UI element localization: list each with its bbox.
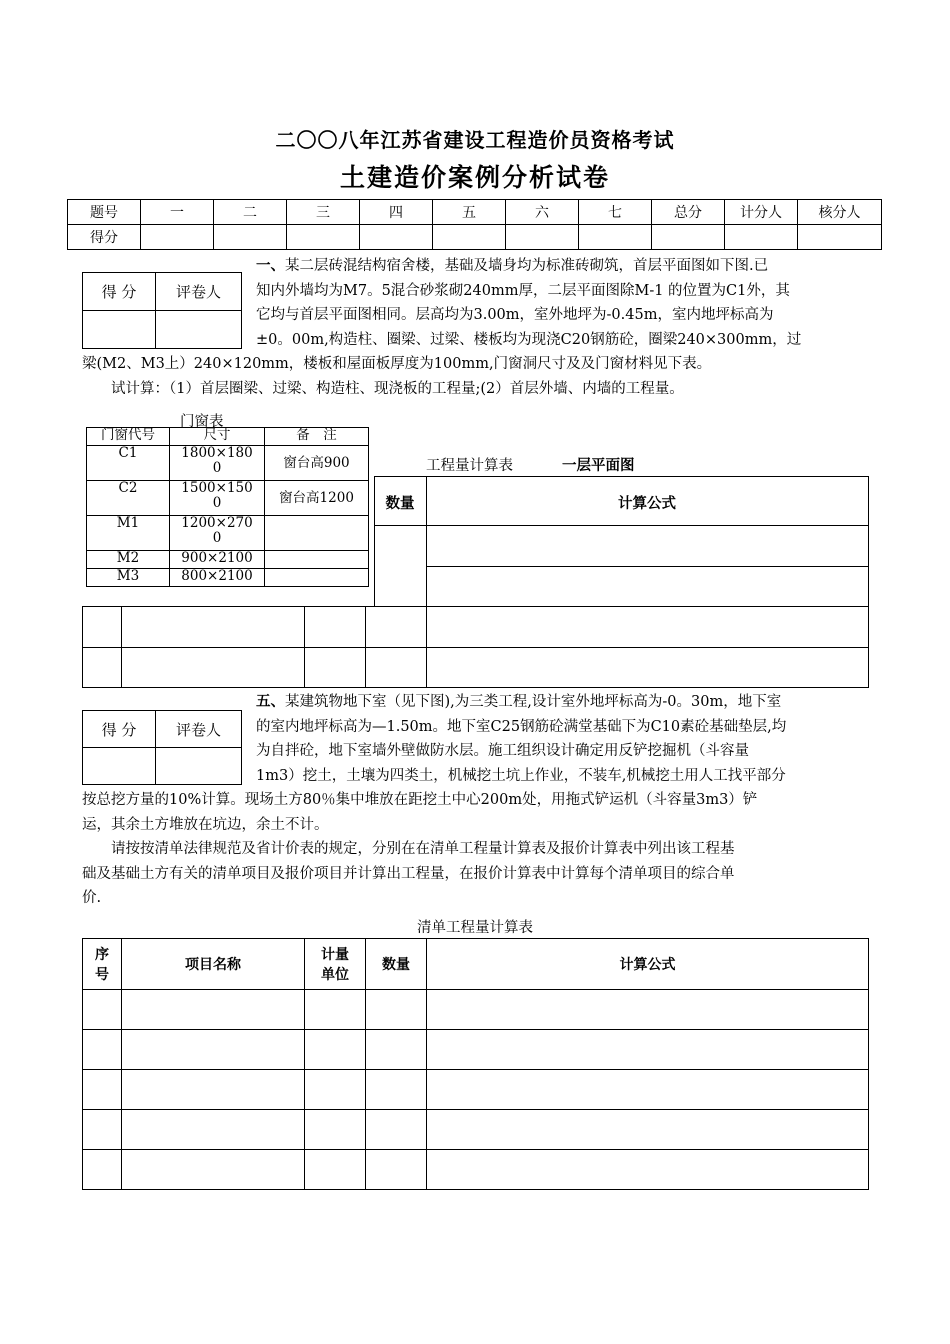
calc-table-1-upper [374, 476, 869, 606]
question-5-line: 按总挖方量的10%计算。现场土方80％集中堆放在距挖土中心200m处，用拖式铲运机（斗容量3m3）铲 [82, 792, 758, 808]
table-cell[interactable] [122, 990, 305, 1030]
table-cell[interactable] [305, 1150, 366, 1190]
score-header-cell: 五 [433, 200, 506, 225]
bill-col-name: 项目名称 [122, 939, 305, 990]
table-cell[interactable] [83, 1070, 122, 1110]
question-5-line: 为自拌砼，地下室墙外壁做防水层。施工组织设计确定用反铲挖掘机（斗容量 [256, 743, 749, 759]
table-cell[interactable] [427, 1070, 869, 1110]
bill-header-row [83, 939, 869, 990]
score-cell[interactable] [287, 225, 360, 250]
score-header-cell: 一 [141, 200, 214, 225]
table-cell[interactable] [366, 990, 427, 1030]
question-1-line: 它均与首层平面图相同。层高均为3.00m，室外地坪为-0.45m，室内地坪标高为 [256, 307, 774, 323]
door-size: 1500×150 [181, 480, 253, 496]
question-1-continued [82, 352, 872, 401]
door-header-note: 备 注 [265, 428, 369, 446]
question-1-line: ±0。00m,构造柱、圈梁、过梁、楼板均为现浇C20钢筋砼，圈梁240×300mm，过 [256, 331, 802, 348]
door-size: 900×2100 [170, 551, 265, 569]
question-5-number: 五、 [256, 694, 285, 710]
question-5-ask: 价. [82, 890, 102, 906]
question-5-ask: 请按按清单法律规范及省计价表的规定，分别在在清单工程量计算表及报价计算表中列出该工程基 [111, 841, 735, 857]
door-size: 1800×180 [181, 445, 253, 461]
score-header-cell: 二 [214, 200, 287, 225]
exam-title: 二〇〇八年江苏省建设工程造价员资格考试 [275, 128, 675, 152]
score-cell[interactable] [141, 225, 214, 250]
door-note [265, 551, 369, 569]
score-header-cell: 七 [579, 200, 652, 225]
table-cell[interactable] [305, 990, 366, 1030]
door-size-wrap: 0 [212, 530, 222, 546]
door-size-wrap: 0 [212, 495, 222, 511]
table-cell[interactable] [83, 1150, 122, 1190]
bill-col-qty: 数量 [366, 939, 427, 990]
question-1-stem [256, 254, 860, 352]
score-cell[interactable] [798, 225, 882, 250]
door-row [87, 569, 369, 587]
table-cell[interactable] [305, 1070, 366, 1110]
door-note [265, 516, 369, 551]
door-code: M2 [87, 551, 170, 569]
table-row [83, 1110, 869, 1150]
score-header-cell: 三 [287, 200, 360, 225]
bill-col-formula: 计算公式 [427, 939, 869, 990]
table-cell[interactable] [122, 1030, 305, 1070]
table-cell[interactable] [305, 1030, 366, 1070]
door-row [87, 446, 369, 481]
grader-box-2 [82, 710, 242, 785]
door-note: 窗台高900 [265, 446, 369, 481]
table-cell[interactable] [427, 1110, 869, 1150]
bill-col-no: 序 号 [83, 939, 122, 990]
door-size: 1200×270 [181, 515, 253, 531]
score-header-row [68, 200, 882, 225]
grader-reviewer-label: 评卷人 [156, 711, 242, 748]
door-note: 窗台高1200 [265, 481, 369, 516]
calc-table-2-caption: 清单工程量计算表 [417, 920, 533, 936]
score-table [67, 199, 882, 250]
grader-box-1 [82, 272, 242, 349]
score-cell[interactable] [652, 225, 725, 250]
question-1-line: 某二层砖混结构宿舍楼，基础及墙身均为标准砖砌筑，首层平面图如下图.已 [285, 258, 769, 274]
table-cell[interactable] [83, 1110, 122, 1150]
table-cell[interactable] [122, 1150, 305, 1190]
table-cell[interactable] [427, 1030, 869, 1070]
score-header-cell: 计分人 [725, 200, 798, 225]
score-header-cell: 核分人 [798, 200, 882, 225]
question-1-number: 一、 [256, 258, 285, 274]
door-code: C2 [87, 481, 170, 516]
grader-score-label: 得 分 [83, 711, 156, 748]
door-row [87, 516, 369, 551]
door-row [87, 481, 369, 516]
table-row [83, 1150, 869, 1190]
score-cell[interactable] [433, 225, 506, 250]
table-cell[interactable] [366, 1070, 427, 1110]
table-cell[interactable] [427, 990, 869, 1030]
door-size: 800×2100 [170, 569, 265, 587]
question-5-line: 运，其余土方堆放在坑边，余土不计。 [82, 816, 329, 833]
grader-reviewer-cell[interactable] [156, 748, 242, 785]
table-cell[interactable] [122, 1070, 305, 1110]
table-row [83, 1070, 869, 1110]
table-row [83, 1030, 869, 1070]
table-cell[interactable] [366, 1030, 427, 1070]
question-1-line: 知内外墙均为M7。5混合砂浆砌240mm厚，二层平面图除M-1 的位置为C1外，其 [256, 282, 790, 299]
score-row-label: 得分 [68, 225, 141, 250]
question-5-line: 的室内地坪标高为—1.50m。地下室C25钢筋砼满堂基础下为C10素砼基础垫层,均 [256, 718, 787, 735]
score-cell[interactable] [214, 225, 287, 250]
floor-plan-label: 一层平面图 [562, 458, 635, 474]
question-1-line: 梁(M2、M3上）240×120mm，楼板和屋面板厚度为100mm,门窗洞尺寸及及门窗材料见下表。 [82, 356, 712, 372]
bill-quantity-table [82, 938, 869, 1190]
table-cell[interactable] [305, 1110, 366, 1150]
table-cell[interactable] [366, 1110, 427, 1150]
door-window-table [86, 427, 369, 587]
table-row [83, 990, 869, 1030]
table-cell[interactable] [122, 1110, 305, 1150]
score-cell[interactable] [725, 225, 798, 250]
grader-score-label: 得 分 [83, 273, 156, 311]
table-cell[interactable] [366, 1150, 427, 1190]
score-cell[interactable] [360, 225, 433, 250]
grader-score-cell[interactable] [83, 748, 156, 785]
grader-reviewer-cell[interactable] [156, 311, 242, 349]
door-table-caption: 门窗表 [180, 414, 224, 430]
grader-score-cell[interactable] [83, 311, 156, 349]
calc-col-formula: 计算公式 [618, 496, 676, 512]
door-header-size: 尺寸 [170, 428, 265, 446]
door-code: C1 [87, 446, 170, 481]
score-header-cell: 题号 [68, 200, 141, 225]
paper-title: 土建造价案例分析试卷 [339, 163, 610, 192]
calc-table-1-lower [82, 606, 869, 688]
door-note [265, 569, 369, 587]
door-code: M1 [87, 516, 170, 551]
score-header-cell: 总分 [652, 200, 725, 225]
score-cell[interactable] [579, 225, 652, 250]
score-header-cell: 六 [506, 200, 579, 225]
calc-col-qty: 数量 [385, 496, 415, 512]
score-value-row [68, 225, 882, 250]
door-row [87, 551, 369, 569]
question-5-continued [82, 788, 872, 911]
bill-col-unit: 计量 单位 [305, 939, 366, 990]
question-5-ask: 础及基础土方有关的清单项目及报价项目并计算出工程量，在报价计算表中计算每个清单项目的综合单 [82, 865, 735, 882]
question-1-ask: 试计算：（1）首层圈梁、过梁、构造柱、现浇板的工程量;(2）首层外墙、内墙的工程量。 [111, 380, 684, 397]
door-code: M3 [87, 569, 170, 587]
score-cell[interactable] [506, 225, 579, 250]
calc-table-1-caption: 工程量计算表 [426, 458, 513, 474]
table-cell[interactable] [83, 1030, 122, 1070]
door-header-code: 门窗代号 [87, 428, 170, 446]
table-cell[interactable] [83, 990, 122, 1030]
question-5-line: 某建筑物地下室（见下图),为三类工程,设计室外地坪标高为-0。30m，地下室 [285, 694, 782, 710]
question-5-stem [256, 690, 860, 788]
grader-reviewer-label: 评卷人 [156, 273, 242, 311]
score-header-cell: 四 [360, 200, 433, 225]
door-size-wrap: 0 [212, 460, 222, 476]
table-cell[interactable] [427, 1150, 869, 1190]
question-5-line: 1m3）挖土，土壤为四类土，机械挖土坑上作业，不装车,机械挖土用人工找平部分 [256, 767, 786, 784]
